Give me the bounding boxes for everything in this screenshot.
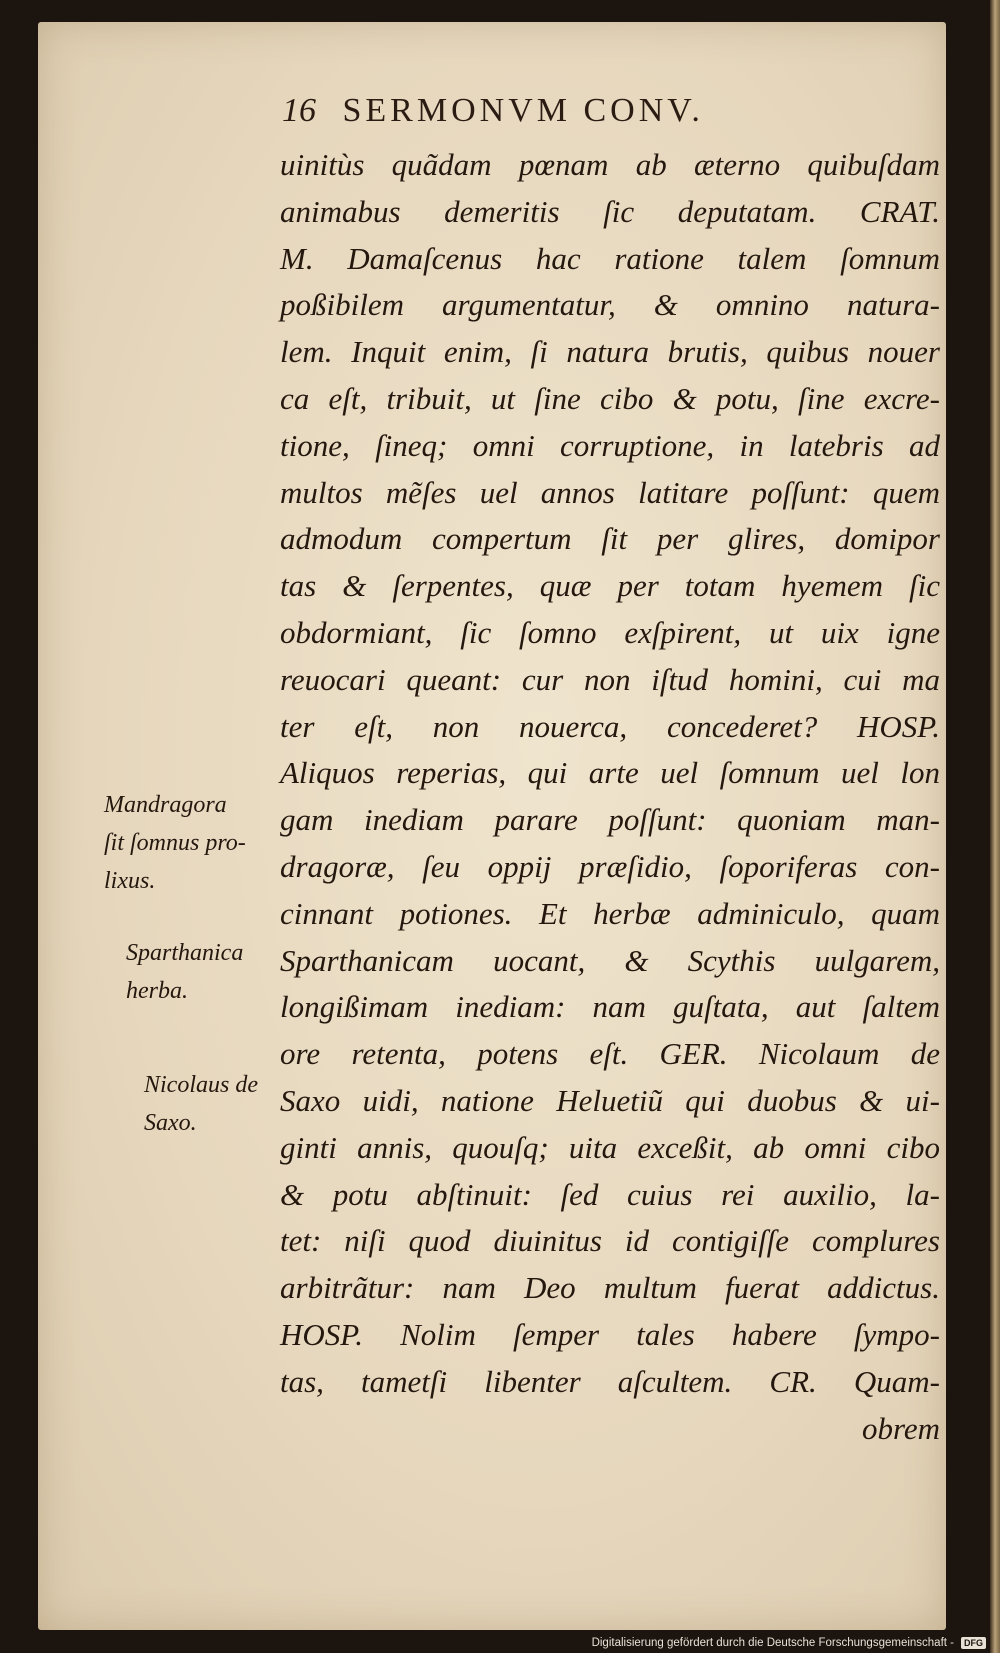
text-line: & potu abſtinuit: ſed cuius rei auxilio, la-	[280, 1176, 940, 1212]
text-line: tet: niſi quod diuinitus id contigiſſe complures	[280, 1223, 940, 1259]
text-line: Saxo uidi, natione Heluetiũ qui duobus & ui-	[280, 1082, 940, 1118]
page-header	[282, 92, 922, 136]
marginal-note-nicolaus	[144, 1066, 258, 1142]
text-line: ter eſt, non nouerca, concederet? HOSP.	[280, 708, 940, 744]
text-line: cinnant potiones. Et herbæ adminiculo, quam	[280, 895, 940, 931]
text-line: dragoræ, ſeu oppij præſidio, ſoporiferas con-	[280, 848, 940, 884]
digitization-credit: Digitalisierung gefördert durch die Deutsche Forschungsgemeinschaft -	[591, 1637, 954, 1649]
text-line: M. Damaſcenus hac ratione talem ſomnum	[280, 240, 940, 276]
text-line: ginti annis, quouſq; uita exceßit, ab omni cibo	[280, 1129, 940, 1165]
text-line: animabus demeritis ſic deputatam. CRAT.	[280, 193, 940, 229]
text-line: tas, tametſi libenter aſcultem. CR. Quam-	[280, 1363, 940, 1399]
text-line: arbitrãtur: nam Deo multum fuerat addictus.	[280, 1270, 940, 1306]
page-number: 16	[282, 92, 316, 129]
text-line: lem. Inquit enim, ſi natura brutis, quibus nouer	[280, 334, 940, 370]
text-line: ca eſt, tribuit, ut ſine cibo & potu, ſine excre-	[280, 380, 940, 416]
marginal-note-line: Nicolaus de	[144, 1072, 258, 1098]
marginal-note-line: Mandragora	[104, 792, 227, 818]
text-line: Sparthanicam uocant, & Scythis uulgarem,	[280, 942, 940, 978]
dfg-logo: DFG	[961, 1637, 986, 1649]
marginal-note-line: herba.	[126, 978, 188, 1004]
text-line: tas & ſerpentes, quæ per totam hyemem ſic	[280, 568, 940, 604]
text-line: ore retenta, potens eſt. GER. Nicolaum de	[280, 1036, 940, 1072]
text-line: obdormiant, ſic ſomno exſpirent, ut uix igne	[280, 614, 940, 650]
marginal-note-sparthanica	[126, 934, 243, 1010]
text-line: Aliquos reperias, qui arte uel ſomnum uel lon	[280, 755, 940, 791]
main-text-block	[280, 142, 940, 1452]
catchword: obrem	[861, 1410, 940, 1446]
marginal-note-line: lixus.	[104, 868, 156, 894]
text-line: HOSP. Nolim ſemper tales habere ſympo-	[280, 1316, 940, 1352]
marginal-note-line: Saxo.	[144, 1110, 197, 1136]
text-line: multos mẽſes uel annos latitare poſſunt: quem	[280, 474, 940, 510]
marginal-note-mandragora	[104, 786, 246, 900]
text-line: reuocari queant: cur non iſtud homini, cui ma	[280, 661, 940, 697]
text-line: uinitùs quãdam pœnam ab æterno quibuſdam	[280, 147, 940, 182]
marginal-note-line: ſit ſomnus pro-	[104, 830, 246, 856]
text-line: poßibilem argumentatur, & omnino natura-	[280, 287, 940, 323]
marginal-note-line: Sparthanica	[126, 940, 244, 966]
running-title: SERMONVM CONV.	[342, 92, 704, 129]
text-line: admodum compertum ſit per glires, domipor	[280, 521, 940, 557]
text-line: longißimam inediam: nam guſtata, aut ſaltem	[280, 989, 940, 1025]
text-line: tione, ſineq; omni corruptione, in latebris ad	[280, 427, 940, 463]
book-spine-edge	[990, 0, 1000, 1653]
text-line: gam inediam parare poſſunt: quoniam man-	[280, 802, 940, 838]
